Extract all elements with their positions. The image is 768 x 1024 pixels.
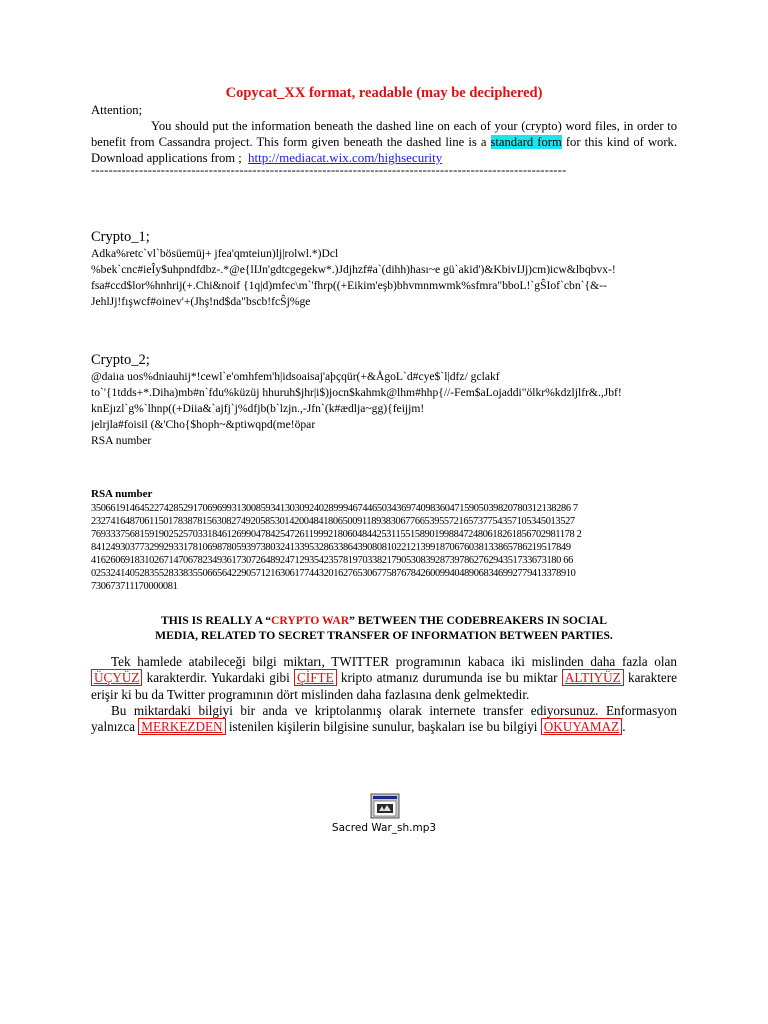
turkish-text: istenilen kişilerin bilgisine sunulur, başkaları ise bu bilgiyi <box>228 719 538 735</box>
crypto-2-section <box>91 351 681 449</box>
emphasis-word: ÜÇYÜZ <box>91 669 142 686</box>
audio-file-icon[interactable] <box>370 793 400 819</box>
turkish-paragraph-2 <box>91 703 677 736</box>
attention-label: Attention; <box>91 103 143 117</box>
turkish-text: karaktere erişir ki bu da Twitter programının dört mislinden daha fazlasına denk gelmektedir. <box>91 670 678 702</box>
emphasis-word: ALTIYÜZ <box>562 669 624 686</box>
intro-paragraph <box>91 118 677 166</box>
turkish-text: . <box>622 719 626 735</box>
rsa-digit-line: 4162606918310267147067823493617307264892471293542357819703382179053083928739786276294351733673180 66 <box>91 555 573 566</box>
intro-text-continued: for this kind of work. Download applications from ; <box>91 135 677 165</box>
highlighted-phrase: standard form <box>490 135 562 149</box>
attachment-filename[interactable]: Sacred War_sh.mp3 <box>331 822 437 834</box>
rsa-digit-line: 7693337568159190252570331846126990478425472611999218060484425311551589019988472480618261856702981178 2 <box>91 529 582 540</box>
document-title: Copycat_XX format, readable (may be deciphered) <box>225 85 543 101</box>
intro-section <box>91 102 677 166</box>
emphasis-word: OKUYAMAZ <box>541 718 622 735</box>
turkish-text: kripto atmanız durumunda ise bu miktar <box>340 670 558 686</box>
crypto-2-line: knEjızl`g%`lhnp((+Diia&`ajfj`j%dfjb(b`lzjn.,-Jfn`(k#ædlja~gg){feijjm! <box>91 402 425 415</box>
intro-text: You should put the information beneath the dashed line on each of your (crypto) word files, in order to benefit from Cassandra project. This form given beneath the dashed line is a <box>91 119 677 149</box>
crypto-2-line: to`'{1tdds+*.Diha)mb#n`fdu%küzüj hhuruh$jhr|i$)jocn$kahmk@lhm#hhp{//-Fem$aLojaddi"ölkr%kdzljlfr&.,Jbf! <box>91 386 622 399</box>
turkish-section <box>91 654 677 735</box>
crypto-1-line: %bek`cnc#ieÎy$uhpndfdbz-.*@e{lIJn'gdtcgegekw*.)Jdjhzf#a`(dihh)hası~e gü`akid')&KbivIJj)cm)icw&lbqbvx-! <box>91 263 616 276</box>
crypto-1-line: JehlJj!fışwcf#oinev'+(Jhş!nd$da"bscb!fcŜj%ge <box>91 295 311 308</box>
war-suffix: ” BETWEEN THE CODEBREAKERS IN SOCIAL <box>349 614 607 627</box>
war-prefix: THIS IS REALLY A “ <box>161 614 272 627</box>
war-line-1 <box>91 613 677 628</box>
rsa-digit-line: 350661914645227428529170696993130085934130309240289994674465034369740983604715905039820780312138286 7 <box>91 503 578 514</box>
dashed-separator: ------------------------------------------------------------------------------------------------------------- <box>91 163 567 177</box>
emphasis-word: MERKEZDEN <box>138 718 225 735</box>
crypto-2-line: jelrjla#foisil (&'Cho{$hoph~&ptiwqpd(me!öpar <box>91 418 316 431</box>
turkish-text: karakterdir. Yukardaki gibi <box>146 670 290 686</box>
rsa-number <box>91 502 677 593</box>
crypto-2-heading: Crypto_2; <box>91 352 150 368</box>
rsa-digit-line: 730673711170000081 <box>91 581 178 592</box>
war-highlight: CRYPTO WAR <box>271 614 350 627</box>
rsa-heading: RSA number <box>91 488 153 500</box>
war-line-2: MEDIA, RELATED TO SECRET TRANSFER OF INFORMATION BETWEEN PARTIES. <box>155 629 613 642</box>
crypto-1-line: Adka%retc`vl`bösüemüj+ jfea'qmteiun)lj|rolwl.*)Dcl <box>91 247 339 260</box>
download-link[interactable]: http://mediacat.wix.com/highsecurity <box>248 150 443 165</box>
rsa-digit-line: 0253241405283552833835506656422905712163061774432016276530677587678426009940489068346992779413378910 <box>91 568 576 579</box>
rsa-digit-line: 2327416487061150178387815630827492058530142004841806500911893830677665395572165737754357105345013527 <box>91 516 575 527</box>
turkish-text: Bu miktardaki bilgiyi bir anda ve kriptolanmış olarak internete transfer ediyorsunuz. Enformasyon yalnızca <box>91 702 677 735</box>
crypto-2-line: RSA number <box>91 434 152 447</box>
turkish-paragraph-1 <box>91 654 677 703</box>
crypto-1-section <box>91 228 681 310</box>
crypto-war-statement <box>91 613 677 643</box>
crypto-1-line: fsa#ccd$lor%hnhrij(+.Chi&noif {1q|d)mfec\m`'fhrp((+Eikim'eşb)bhvmnmwmk%sfmra"bboL!`gŜIof`cbn`{&-- <box>91 279 607 292</box>
turkish-text: Tek hamlede atabileceği bilgi miktarı, TWITTER programının kabaca iki mislinden daha fazla olan <box>111 654 677 669</box>
rsa-digit-line: 841249303773299293317810698780593973803241339532863386439080810221213991870676038133865786219517849 <box>91 542 571 553</box>
emphasis-word: ÇİFTE <box>294 669 337 686</box>
crypto-1-heading: Crypto_1; <box>91 229 150 245</box>
crypto-2-line: @daiıa uos%dniauhij*!cewl`e'omhfem'h|idsoaisaj'aþçqür(+&ÅgoL`d#cye$`l|dfz/ gclakf <box>91 370 500 383</box>
